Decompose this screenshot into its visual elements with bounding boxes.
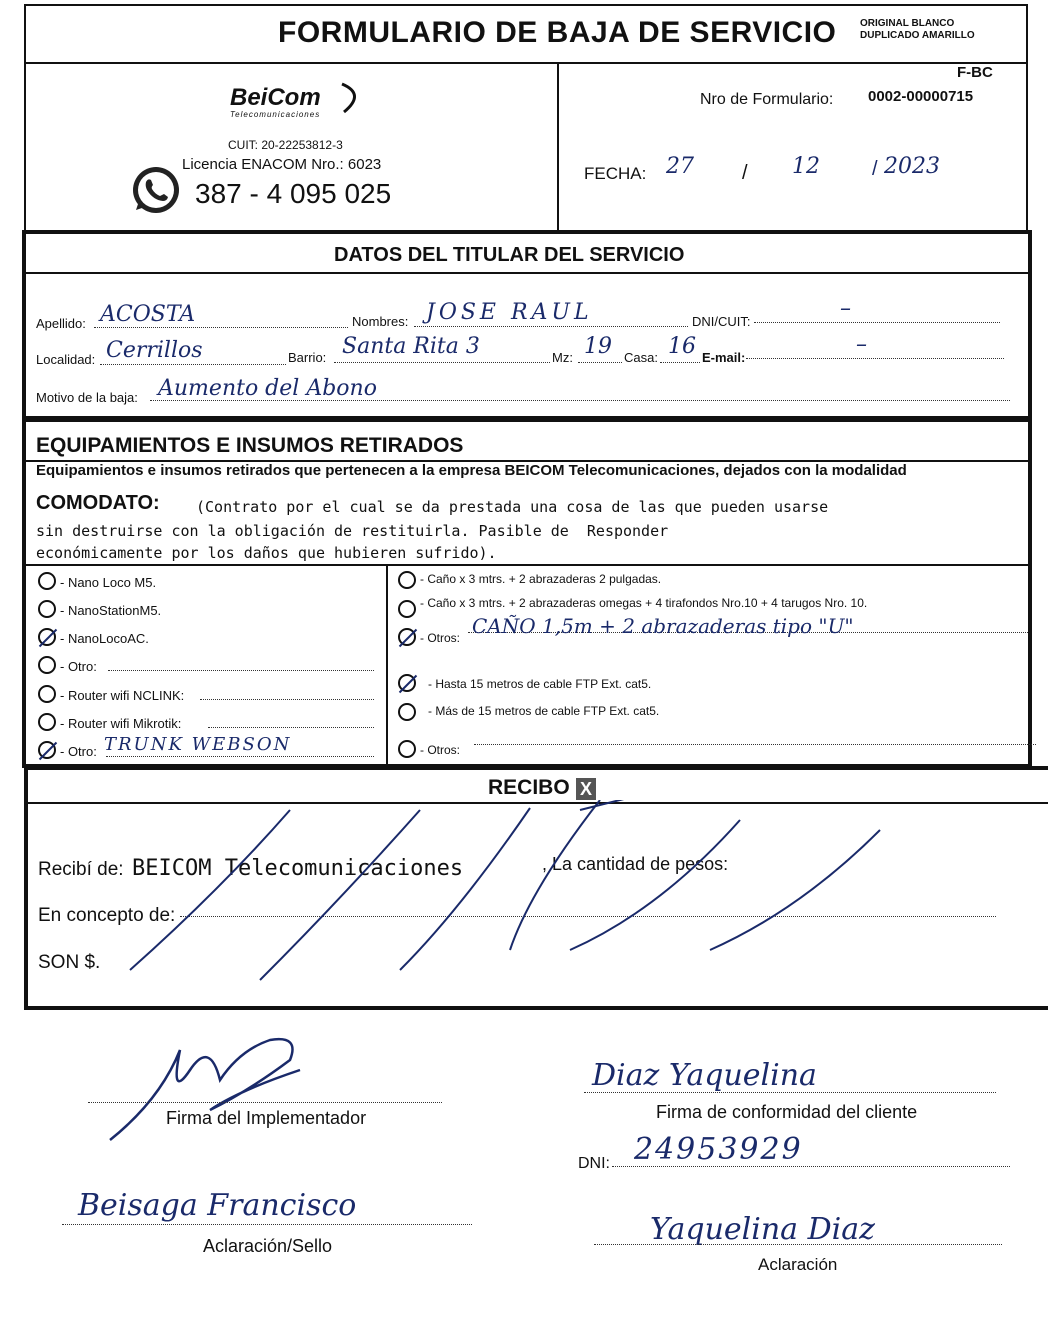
localidad-line [100, 364, 286, 365]
comodato-line-3: económicamente por los daños que hubieren sufrido). [36, 544, 497, 562]
email-value: – [856, 332, 867, 357]
item-nanoloco-ac: - NanoLocoAC. [60, 631, 149, 646]
cliente-signature: Diaz Yaquelina [592, 1058, 817, 1093]
checkbox-cable-mas-15m[interactable] [398, 703, 416, 721]
localidad-value: Cerrillos [106, 338, 203, 363]
son-label: SON $. [38, 952, 101, 973]
item-cano-2-pulgadas: - Caño x 3 mtrs. + 2 abrazaderas 2 pulgadas. [420, 572, 662, 586]
comodato-label: COMODATO: [36, 492, 160, 514]
implementador-name: Beisaga Francisco [78, 1188, 357, 1223]
form-number-label: Nro de Formulario: [700, 91, 834, 108]
otros-right-2-line [474, 744, 1036, 745]
equipment-list-divider [26, 564, 1028, 566]
dni-value: – [840, 296, 851, 321]
beicom-logo [230, 84, 321, 119]
date-day: 27 [666, 154, 694, 179]
company-divider [557, 64, 559, 230]
nombres-label: Nombres: [352, 314, 409, 329]
router-nclink-line [200, 699, 374, 700]
aclaracion-line [62, 1224, 472, 1225]
otro-1-line [108, 670, 374, 671]
cliente-line [584, 1092, 996, 1093]
motivo-label: Motivo de la baja: [36, 390, 138, 405]
nombres-value: JOSE RAUL [426, 300, 593, 325]
comodato-line-1: (Contrato por el cual se da prestada una cosa de las que pueden usarse [196, 498, 829, 516]
item-otro-1: - Otro: [60, 659, 97, 674]
item-router-nclink: - Router wifi NCLINK: [60, 688, 185, 703]
implementador-label: Firma del Implementador [166, 1108, 367, 1128]
dni-sig-value: 24953929 [634, 1132, 803, 1167]
company-phone: 387 - 4 095 025 [195, 178, 392, 209]
recibo-mark: X [576, 778, 596, 800]
copy-note-duplicado: DUPLICADO AMARILLO [860, 30, 975, 41]
checkbox-nano-loco-m5[interactable] [38, 572, 56, 590]
motivo-value: Aumento del Abono [158, 376, 377, 401]
whatsapp-icon [126, 164, 184, 218]
checkbox-nanostation-m5[interactable] [38, 600, 56, 618]
dni-sig-label: DNI: [578, 1155, 610, 1172]
form-number: 0002-00000715 [868, 88, 974, 105]
equipment-column-divider [386, 566, 388, 764]
form-code: F-BC [957, 64, 993, 81]
checkbox-router-mikrotik[interactable] [38, 713, 56, 731]
checkbox-cano-omegas[interactable] [398, 600, 416, 618]
date-year: 2023 [884, 154, 940, 179]
item-nano-loco-m5: - Nano Loco M5. [60, 575, 157, 590]
item-otro-2: - Otro: [60, 744, 97, 759]
mz-value: 19 [584, 334, 612, 359]
logo-text: BeiCom [230, 84, 321, 111]
item-cano-omegas: - Caño x 3 mtrs. + 2 abrazaderas omegas + 4 tirafondos Nro.10 + 4 tarugos Nro. 10. [420, 596, 868, 610]
date-slash-1: / [742, 162, 748, 184]
recibo-void-strokes [100, 800, 900, 990]
checkbox-otro-1[interactable] [38, 656, 56, 674]
apellido-label: Apellido: [36, 316, 86, 331]
item-cable-hasta-15m: - Hasta 15 metros de cable FTP Ext. cat5. [428, 677, 652, 691]
casa-value: 16 [668, 334, 696, 359]
aclaracion2-value: Yaquelina Diaz [650, 1212, 875, 1247]
company-license: Licencia ENACOM Nro.: 6023 [182, 156, 382, 173]
casa-line [660, 362, 700, 363]
form-title: FORMULARIO DE BAJA DE SERVICIO [278, 16, 837, 49]
checkbox-cable-hasta-15m[interactable] [398, 674, 416, 692]
otros-right-1-value: CAÑO 1,5m + 2 abrazaderas tipo "U" [472, 614, 854, 638]
apellido-line [94, 327, 348, 328]
aclaracion2-label: Aclaración [758, 1255, 838, 1274]
titular-title-divider [26, 272, 1028, 274]
cantidad-label: , La cantidad de pesos: [542, 854, 729, 874]
recibo-title: RECIBO [488, 776, 570, 799]
aclaracion2-line [594, 1244, 1002, 1245]
copy-note-original: ORIGINAL BLANCO [860, 18, 955, 29]
casa-label: Casa: [624, 350, 658, 365]
apellido-value: ACOSTA [100, 302, 196, 327]
checkbox-nanoloco-ac[interactable] [38, 628, 56, 646]
company-cuit: CUIT: 20-22253812-3 [228, 138, 343, 152]
email-label: E-mail: [702, 350, 746, 365]
item-otros-right-1: - Otros: [420, 631, 461, 645]
otro-2-line [106, 756, 374, 757]
logo-swoosh-icon [338, 80, 368, 116]
implementador-signature [100, 1030, 330, 1150]
item-cable-mas-15m: - Más de 15 metros de cable FTP Ext. cat5. [428, 704, 660, 718]
mz-line [578, 362, 622, 363]
barrio-label: Barrio: [288, 350, 327, 365]
dni-label: DNI/CUIT: [692, 314, 751, 329]
comodato-line-2: sin destruirse con la obligación de restituirla. Pasible de Responder [36, 522, 669, 540]
localidad-label: Localidad: [36, 352, 96, 367]
router-mikrotik-line [208, 727, 374, 728]
equipment-intro: Equipamientos e insumos retirados que pertenecen a la empresa BEICOM Telecomunicaciones, dejados con la modalidad [36, 462, 907, 479]
nombres-line [414, 326, 688, 327]
checkbox-router-nclink[interactable] [38, 685, 56, 703]
titular-title: DATOS DEL TITULAR DEL SERVICIO [334, 244, 685, 266]
barrio-value: Santa Rita 3 [342, 334, 480, 359]
equipment-title: EQUIPAMIENTOS E INSUMOS RETIRADOS [36, 434, 464, 457]
date-slash-2: / [872, 158, 878, 180]
email-line [746, 358, 1004, 359]
dni-line [754, 322, 1000, 323]
mz-label: Mz: [552, 350, 573, 365]
checkbox-otros-right-1[interactable] [398, 628, 416, 646]
concepto-label: En concepto de: [38, 905, 176, 926]
barrio-line [334, 362, 550, 363]
implementador-line [88, 1102, 442, 1103]
cliente-label: Firma de conformidad del cliente [656, 1102, 918, 1122]
checkbox-otros-right-2[interactable] [398, 740, 416, 758]
logo-subtext: Telecomunicaciones [230, 110, 321, 119]
date-label: FECHA: [584, 164, 647, 183]
recibi-value: BEICOM Telecomunicaciones [132, 856, 464, 881]
item-router-mikrotik: - Router wifi Mikrotik: [60, 716, 182, 731]
checkbox-otro-2[interactable] [38, 741, 56, 759]
checkbox-cano-2-pulgadas[interactable] [398, 571, 416, 589]
item-otros-right-2: - Otros: [420, 743, 461, 757]
date-month: 12 [792, 154, 820, 179]
item-nanostation-m5: - NanoStationM5. [60, 603, 162, 618]
aclaracion-label: Aclaración/Sello [203, 1236, 333, 1256]
otro-2-value: TRUNK WEBSON [104, 734, 292, 755]
recibi-label: Recibí de: [38, 859, 124, 880]
